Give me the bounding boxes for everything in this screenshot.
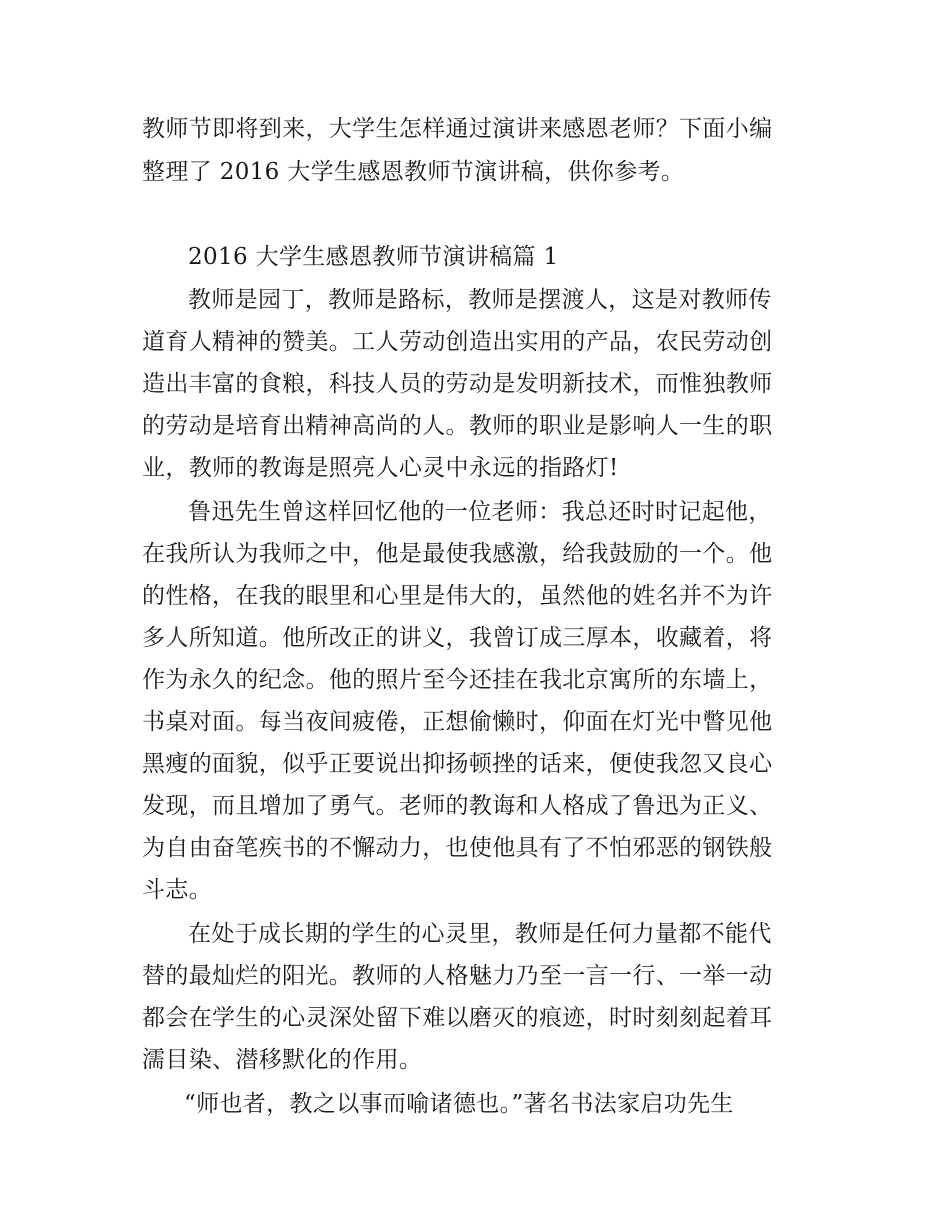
- paragraph-line: 濡目染、潜移默化的作用。: [142, 1047, 423, 1073]
- paragraph-line: 在处于成长期的学生的心灵里，教师是任何力量都不能代: [188, 921, 772, 947]
- paragraph-line: 在我所认为我师之中，他是最使我感激，给我鼓励的一个。他: [142, 541, 773, 567]
- intro-line: 整理了 2016 大学生感恩教师节演讲稿，供你参考。: [142, 159, 685, 185]
- paragraph-line: 作为永久的纪念。他的照片至今还挂在我北京寓所的东墙上，: [142, 667, 773, 693]
- paragraph-line: 多人所知道。他所改正的讲义，我曾订成三厚本，收藏着，将: [142, 625, 773, 651]
- paragraph-line: 鲁迅先生曾这样回忆他的一位老师：我总还时时记起他，: [188, 499, 772, 525]
- intro-line: 教师节即将到来，大学生怎样通过演讲来感恩老师？下面小编: [142, 116, 773, 142]
- paragraph-line: 造出丰富的食粮，科技人员的劳动是发明新技术，而惟独教师: [142, 371, 773, 397]
- paragraph-line: 的性格，在我的眼里和心里是伟大的，虽然他的姓名并不为许: [142, 583, 773, 609]
- section-heading: 2016 大学生感恩教师节演讲稿篇 1: [188, 244, 559, 270]
- paragraph-line: 的劳动是培育出精神高尚的人。教师的职业是影响人一生的职: [142, 413, 773, 439]
- paragraph-line: 为自由奋笔疾书的不懈动力，也使他具有了不怕邪恶的钢铁般: [142, 835, 773, 861]
- paragraph-line: 斗志。: [142, 877, 213, 903]
- paragraph-line: 替的最灿烂的阳光。教师的人格魅力乃至一言一行、一举一动: [142, 963, 773, 989]
- paragraph-line: 书桌对面。每当夜间疲倦，正想偷懒时，仰面在灯光中瞥见他: [142, 709, 773, 735]
- paragraph-line: 教师是园丁，教师是路标，教师是摆渡人，这是对教师传: [188, 287, 772, 313]
- paragraph-line: 业，教师的教诲是照亮人心灵中永远的指路灯!: [142, 455, 619, 481]
- paragraph-line: 黑瘦的面貌，似乎正要说出抑扬顿挫的话来，便使我忽又良心: [142, 751, 773, 777]
- paragraph-line: 都会在学生的心灵深处留下难以磨灭的痕迹，时时刻刻起着耳: [142, 1005, 773, 1031]
- paragraph-line: 道育人精神的赞美。工人劳动创造出实用的产品，农民劳动创: [142, 329, 773, 355]
- paragraph-line: “师也者，教之以事而喻诸德也。”著名书法家启功先生: [184, 1091, 734, 1117]
- paragraph-line: 发现，而且增加了勇气。老师的教诲和人格成了鲁迅为正义、: [142, 793, 773, 819]
